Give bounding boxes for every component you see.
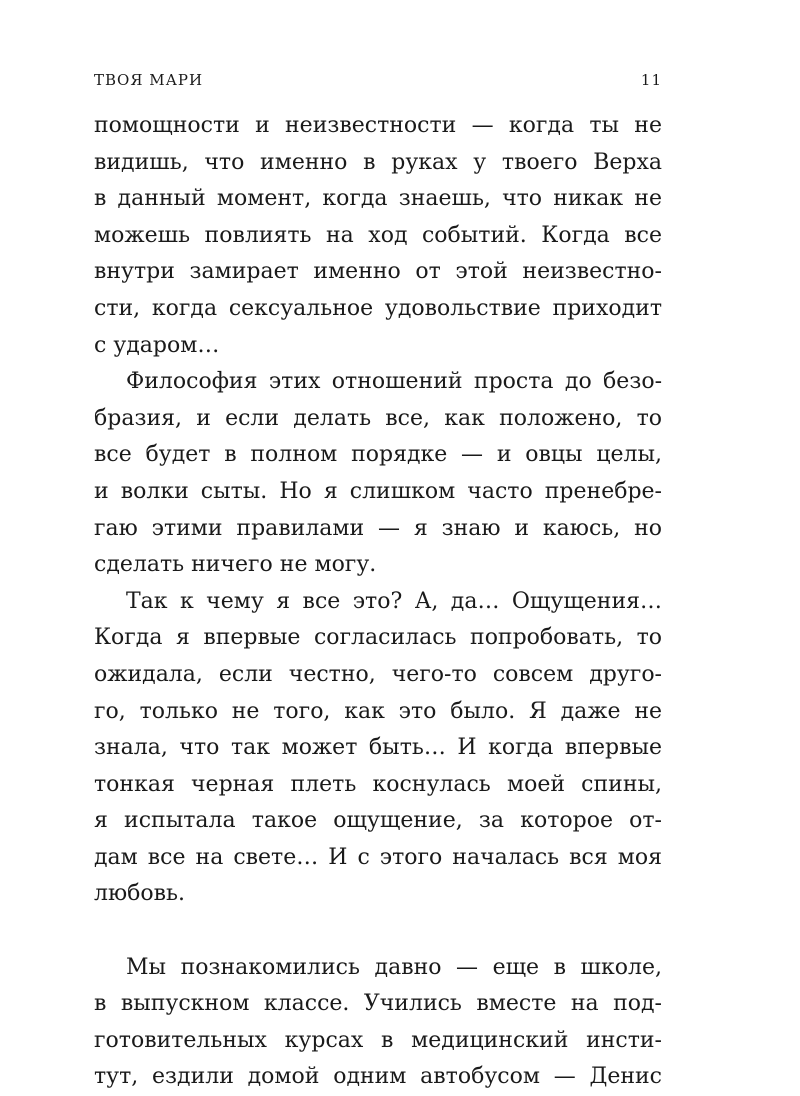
running-title: ТВОЯ МАРИ [94,71,204,89]
text-line: Философия этих отношений проста до безо- [126,369,662,395]
text-line: готовительных курсах в медицинский инсти- [94,1027,662,1053]
text-line: знала, что так может быть… И когда впервые [94,735,662,761]
text-line: тут, ездили домой одним автобусом — Денис [94,1064,662,1090]
text-line: помощности и неизвестности — когда ты не [94,113,662,138]
text-line: и волки сыты. Но я слишком часто пренебре- [94,478,662,504]
text-line: я испытала такое ощущение, за которое от- [94,808,662,834]
section-break [94,913,662,950]
text-line: тонкая черная плеть коснулась моей спины, [94,771,662,797]
text-line: Так к чему я все это? А, да… Ощущения… [126,588,662,614]
text-line: дам все на свете… И с этого началась вся моя [94,844,662,870]
text-line: сти, когда сексуальное удовольствие приходит [94,295,662,321]
text-line: все будет в полном порядке — и овцы целы, [94,442,662,468]
text-line: ожидала, если честно, чего-то совсем друго- [94,661,662,687]
text-line: видишь, что именно в руках у твоего Верха [94,149,662,175]
body-text [94,108,662,1096]
text-line: сделать ничего не могу. [94,552,377,578]
text-line: с ударом… [94,332,220,358]
running-head [94,71,662,91]
text-line: внутри замирает именно от этой неизвестно- [94,259,662,285]
text-line: Мы познакомились давно — еще в школе, [126,954,662,980]
text-line: Когда я впервые согласилась попробовать, то [94,625,662,651]
text-line: гаю этими правилами — я знаю и каюсь, но [94,515,662,541]
page-number: 11 [640,71,662,89]
book-page [94,0,662,1090]
text-line: можешь повлиять на ход событий. Когда все [94,222,662,248]
text-line: любовь. [94,881,185,907]
text-line: в выпускном классе. Учились вместе на под- [94,991,662,1017]
text-line: го, только не того, как это было. Я даже не [94,698,662,724]
text-line: бразия, и если делать все, как положено, то [94,405,662,431]
text-line: в данный момент, когда знаешь, что никак не [94,186,662,212]
